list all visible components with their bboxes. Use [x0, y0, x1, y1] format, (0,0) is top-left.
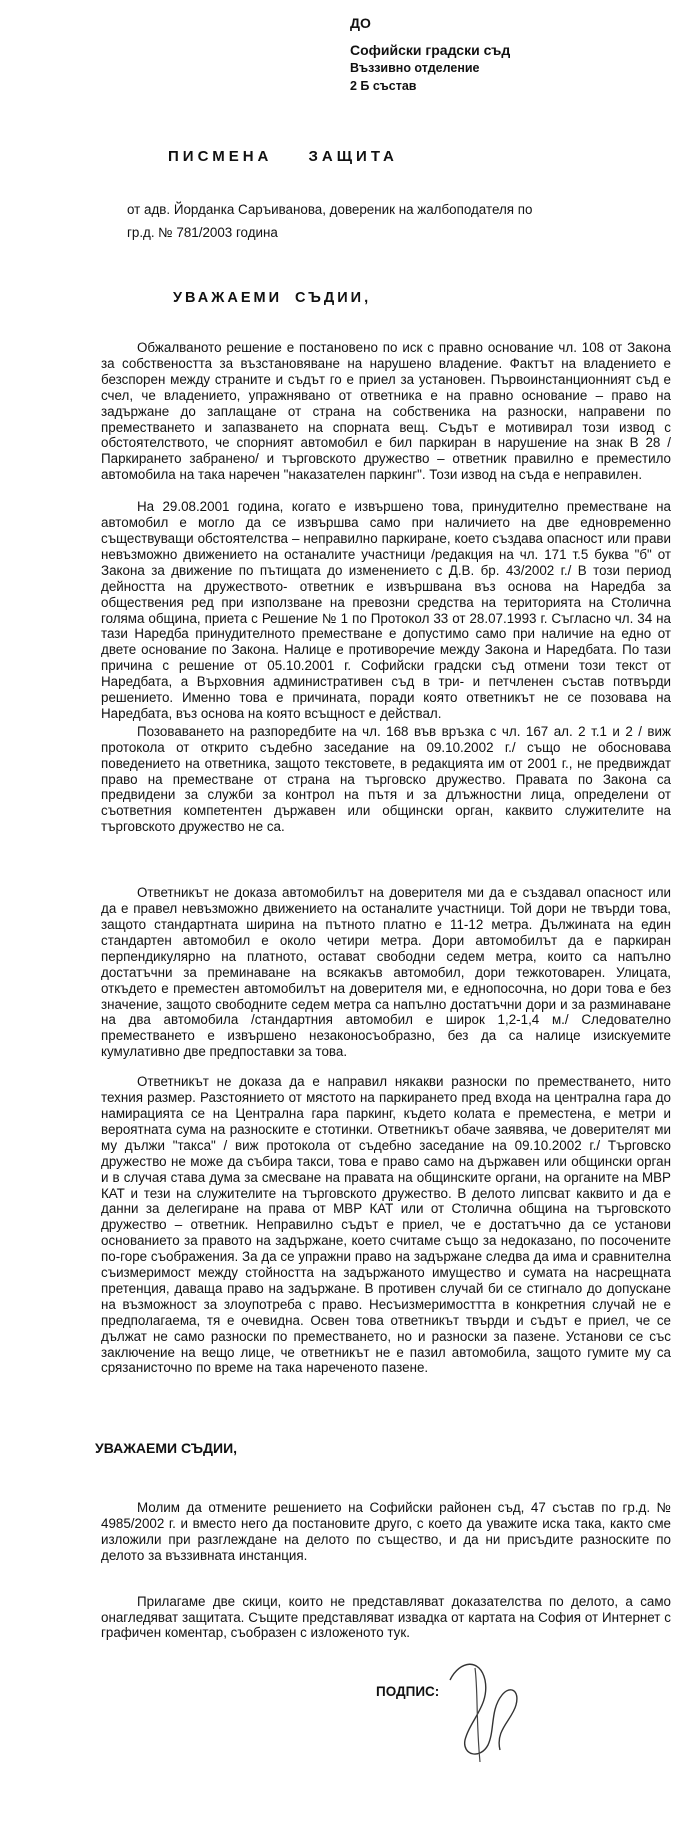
paragraph: Обжалваното решение е постановено по иск с правно основание чл. 108 от Закона за собствеността за възстановяване на нарушено владение. Фактът на владението е безспорен между страните и съдът го е приел за установен. Първоинстанционният съд е счел, че владението, упражнявано от ответника е на правно основание – право на задържане до заплащане от страна на собственика на разноски, направени по преместването и запазването на спорната вещ. Съдът е мотивирал този извод с обстоятелството, че спорният автомобил е бил паркиран в нарушение на знак В 28 /Паркирането забранено/ и търговското дружество – ответник правилно е преместило автомобила на така наречен "наказателен паркинг". Този извод на съда е неправилен. [101, 340, 671, 483]
salutation: УВАЖАЕМИ СЪДИИ, [173, 290, 372, 306]
attachments-paragraph: Прилагаме две скици, които не представляват доказателства по делото, а само онагледяват защитата. Същите представляват извадка от картата на София от Интернет с графичен коментар, съобразен с изложеното тук. [101, 1593, 671, 1641]
closing-text [101, 1500, 671, 1641]
handwritten-signature [440, 1650, 530, 1770]
addressee-block [350, 14, 510, 95]
body-text [101, 340, 671, 1376]
request-paragraph: Молим да отмените решението на Софийски районен съд, 47 състав по гр.д. № 4985/2002 г. и вместо него да постановите друго, с което да уважите иска така, както сме изложили при разглеждане на делото по същество, и да ни присъдите разноските по делото за въззивната инстанция. [101, 1500, 671, 1563]
closing-salutation: УВАЖАЕМИ СЪДИИ, [95, 1440, 238, 1456]
addressee-to: ДО [350, 15, 371, 31]
addressee-court: Софийски градски съд [350, 42, 511, 58]
paragraph: Ответникът не доказа автомобилът на доверителя ми да е създавал опасност или да е правел невъзможно движението на останалите участници. Той дори не твърди това, защото стандартната ширина на пътното платно е 11-12 метра. Дължината на един стандартен автомобил е около четири метра. Дори автомобилът да е паркиран перпендикулярно на платното, остават свободни седем метра, които са напълно достатъчни за преминаване на всякакъв автомобил, дори тежкотоварен. Улицата, откъдето е преместен автомобилът на доверителя ми, е еднопосочна, но дори това е без значение, защото свободните седем метра са напълно достатъчни дори и за разминаване на два автомобила /стандартния автомобил е широк 1,2-1,4 м./ Следователно преместването е извършено незаконосъобразно, без да са налице изискуемите кумулативно две предпоставки за това. [101, 885, 671, 1060]
addressee-panel: 2 Б състав [350, 79, 417, 93]
document-title: ПИСМЕНА ЗАЩИТА [168, 148, 398, 165]
signature-label: ПОДПИС: [376, 1684, 440, 1699]
paragraph: Ответникът не доказа да е направил някакви разноски по преместването, нито техния размер. Разстоянието от мястото на паркирането пред входа на централна гара до намирацията се на Централна гара паркинг, където колата е преместена, е метри и вероятната сума на разноските е стотинки. Ответникът обаче заявява, че доверителят ми му дължи "такса" / виж протокола от съдебно заседание на 09.10.2002 г./ Търговско дружество не може да събира такси, това е право само на държавен или общински орган и в случая става дума за смесване на правата на общинските органи, на органите на МВР КАТ и тези на служителите на търговското дружество. В делото липсват каквито и да е данни за делегиране на права от МВР КАТ или от Столична община на търговското дружество – ответник. Неправилно съдът е приел, че е достатъчно да се установи основанието за правото на задържане, което считаме също за недоказано, по посочените по-горе съображения. За да се упражни право на задържане следва да има и сравнителна съизмеримост между стойността на задържаното имущество и сумата на насрещната претенция, даваща право на задържане. В противен случай би се стигнало до допускане на възможност за злоупотреба с право. Несъизмеримосттта в конкретния случай не е предполагаема, тя е очевидна. Освен това ответникът твърди и съдът е приел, че се дължат не само разноски по преместването, но и разноски за пазене. Установи се със заключение на вещо лице, че ответникът не е пазил автомобила, защото гумите му са срязанисточно по време на така нареченото пазене. [101, 1074, 671, 1376]
paragraph: На 29.08.2001 година, когато е извършено това, принудително преместване на автомобил е могло да се извършва само при наличието на две едновременно съществуващи обстоятелства – неправилно паркиране, което създава опасност или прави невъзможно движението на останалите участници /редакция на чл. 171 т.5 буква "б" от Закона за движение по пътищата до изменението с Д.В. бр. 43/2002 г./ В този период дейността на дружеството- ответник е извършвана въз основа на Наредба за обществения ред при използване на превозни средства на територията на Столична голяма община, приета с Решение № 1 по Протокол 33 от 28.07.1993 г. Съгласно чл. 34 на тази Наредба принудителното преместване е допустимо само при наличие на едно от двете основание по Закона. Налице е противоречие между Закона и Наредбата. По тази причина с решение от 05.10.2001 г. Софийски градски съд отмени този текст от Наредбата, а Върховния административен съд в три- и петчленен състав потвърди решението. Именно това е причината, поради която ответникът не се позовава на Наредбата, въз основа на която всъщност е действал. [101, 499, 671, 721]
addressee-department: Въззивно отделение [350, 61, 480, 75]
paragraph: Позоваването на разпоредбите на чл. 168 във връзка с чл. 167 ал. 2 т.1 и 2 / виж протокола от открито съдебно заседание на 09.10.2002 г./ също не обосновава поведението на ответника, защото текстовете, в редакцията им от 2001 г., не предвиждат право на преместване от страна на търговско дружество. Правата по Закона са предвидени за служби за контрол на пътя и за длъжностни лица, определени от съответния компетентен държавен или общински орган, каквито служителите на търговското дружество не са. [101, 723, 671, 835]
author-line: от адв. Йорданка Саръиванова, довереник на жалбоподателя по гр.д. № 781/2003 година [127, 202, 533, 240]
